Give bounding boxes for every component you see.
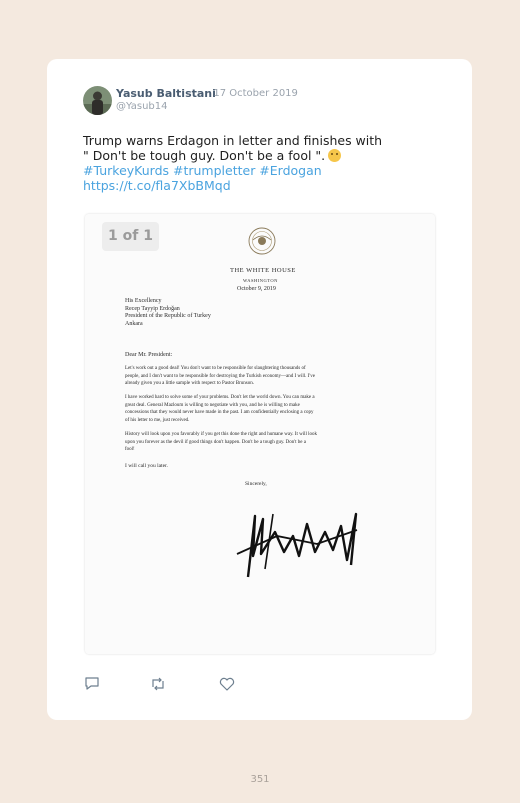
- author-name[interactable]: Yasub Baltistani: [116, 87, 216, 100]
- letter-line: concessions that they would never have made in the past. I am confidentially enclosing a copy: [125, 410, 314, 415]
- letter-image: [85, 214, 435, 654]
- letter-salutation: Dear Mr. President:: [125, 352, 173, 358]
- tweet-text-line: [83, 148, 453, 163]
- letter-line: great deal. General Mazloum is willing to negotiate with you, and he is willing to make: [125, 402, 300, 408]
- letter-paragraph-3: [125, 431, 317, 454]
- letter-line: of his letter to me, just received.: [125, 417, 190, 423]
- tweet-card: [47, 59, 472, 720]
- letter-line: already given you a little sample with respect to Pastor Brunson.: [125, 381, 254, 386]
- letter-line: people, and I don't want to be responsible for destroying the Turkish economy—and I will. I've: [125, 373, 315, 379]
- letter-paragraph-2: [125, 394, 315, 424]
- letter-line: I have worked hard to solve some of your problems. Don't let the world down. You can make a: [125, 395, 315, 400]
- letter-address: [125, 298, 211, 328]
- letter-signoff: Sincerely,: [245, 481, 267, 487]
- letter-address-line: Recep Tayyip Erdoğan: [125, 305, 180, 312]
- letter-address-line: President of the Republic of Turkey: [125, 313, 211, 319]
- tweet-text-line: Trump warns Erdagon in letter and finishes with: [83, 133, 383, 148]
- like-icon[interactable]: [218, 675, 236, 693]
- image-counter: 1 of 1: [102, 222, 159, 251]
- tweet-link[interactable]: https://t.co/fla7XbBMqd: [83, 178, 231, 193]
- page-number: 351: [250, 774, 270, 785]
- author-handle[interactable]: @Yasub14: [116, 101, 168, 112]
- letter-line: upon you forever as the devil if good things don't happen. Don't be a tough guy. Don't be a: [125, 439, 306, 445]
- tweet-text-fragment: " Don't be tough guy. Don't be a fool ".: [83, 148, 326, 163]
- letter-heading: THE WHITE HOUSE: [230, 267, 296, 274]
- letter-location: WASHINGTON: [243, 278, 278, 283]
- letter-closing-line: I will call you later.: [125, 463, 168, 469]
- letter-line: History will look upon you favorably if you get this done the right and humane way. It will look: [125, 432, 318, 437]
- rolling-eyes-emoji-icon: [328, 149, 341, 162]
- letter-address-line: His Excellency: [125, 298, 162, 304]
- reply-icon[interactable]: [83, 675, 101, 693]
- letter-paragraph-1: [125, 365, 315, 388]
- letter-date: October 9, 2019: [237, 286, 276, 292]
- avatar[interactable]: [83, 86, 112, 115]
- tweet-date[interactable]: · 17 October 2019: [207, 88, 298, 99]
- letter-line: fool!: [125, 447, 135, 452]
- tweet-text: [83, 133, 453, 193]
- hashtags[interactable]: #TurkeyKurds #trumpletter #Erdogan: [83, 163, 322, 178]
- letter-address-line: Ankara: [125, 320, 143, 327]
- retweet-icon[interactable]: [149, 675, 167, 693]
- attached-image[interactable]: [85, 214, 435, 654]
- letter-line: Let's work out a good deal! You don't want to be responsible for slaughtering thousands of: [125, 366, 306, 371]
